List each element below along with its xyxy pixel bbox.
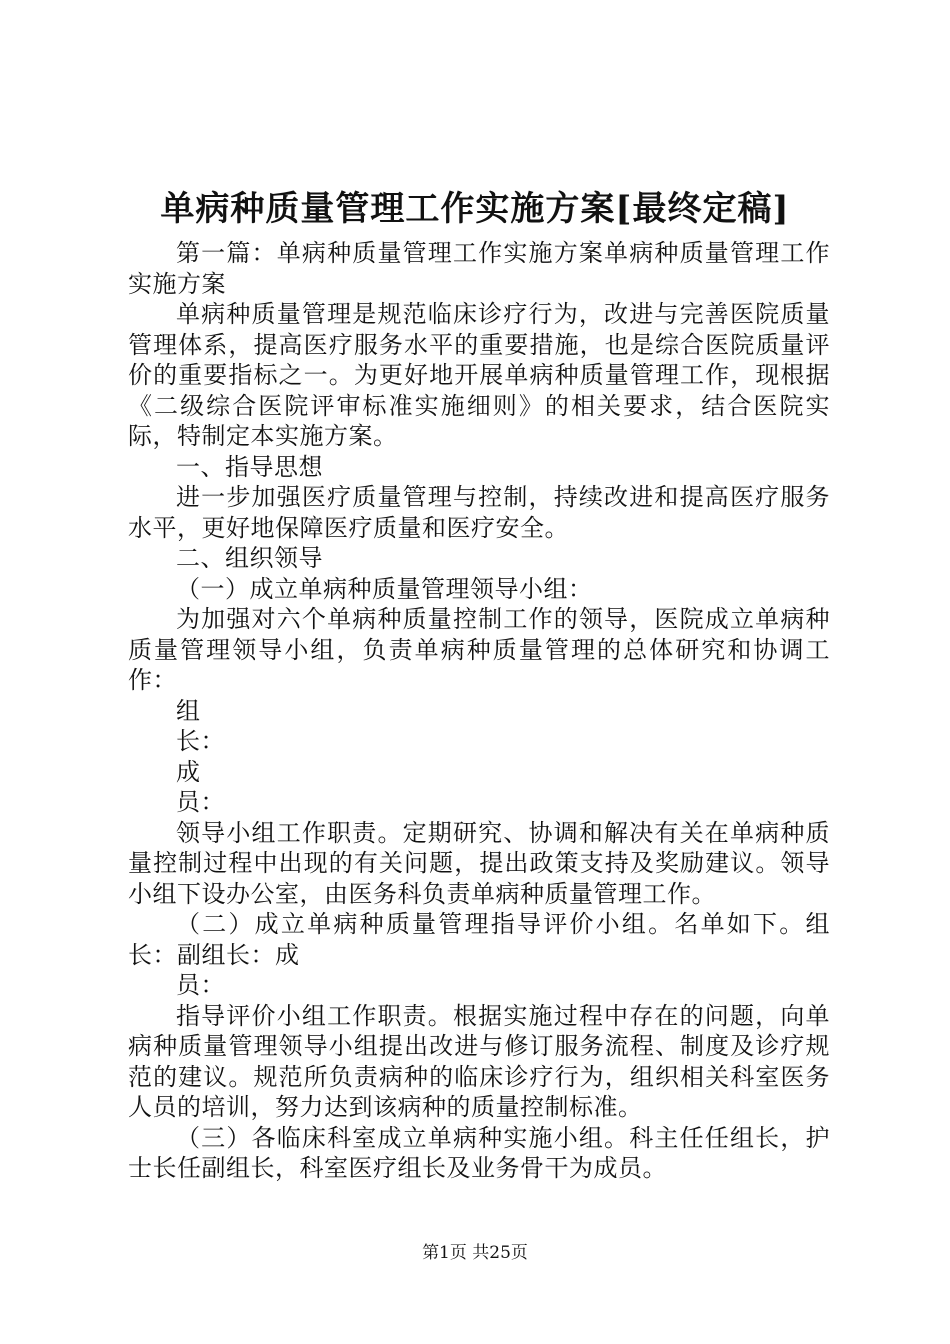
leading-group-paragraph: 为加强对六个单病种质量控制工作的领导，医院成立单病种质量管理领导小组，负责单病种质量管理的总体研究和协调工作： [128,605,830,694]
evaluation-group-duties-paragraph: 指导评价小组工作职责。根据实施过程中存在的问题，向单病种质量管理领导小组提出改进与修订服务流程、制度及诊疗规范的建议。规范所负责病种的临床诊疗行为，组织相关科室医务人员的培训，努力达到该病种的质量控制标准。 [128,1001,830,1121]
section-heading-organization: 二、组织领导 [176,544,323,572]
subsection-heading-leading-group: （一）成立单病种质量管理领导小组： [176,574,593,603]
evaluation-group-members-field: 员： [176,971,225,999]
guiding-idea-paragraph: 进一步加强医疗质量管理与控制，持续改进和提高医疗服务水平，更好地保障医疗质量和医疗安全。 [128,483,830,542]
subsection-heading-clinical-groups: （三）各临床科室成立单病种实施小组。科主任任组长，护士长任副组长，科室医疗组长及业务骨干为成员。 [128,1123,830,1182]
document-body [128,238,830,1184]
leading-group-duties-paragraph: 领导小组工作职责。定期研究、协调和解决有关在单病种质量控制过程中出现的有关问题，提出政策支持及奖励建议。领导小组下设办公室，由医务科负责单病种质量管理工作。 [128,818,830,908]
section-heading-guiding-idea: 一、指导思想 [176,452,323,481]
subsection-heading-evaluation-group: （二）成立单病种质量管理指导评价小组。名单如下。组长：副组长：成 [128,910,830,969]
page-number-footer: 第1页 共25页 [422,1243,528,1263]
group-leader-field: 组长： [176,696,225,755]
document-title: 单病种质量管理工作实施方案[最终定稿] [160,189,790,229]
group-members-field: 成员： [176,757,225,816]
intro-paragraph: 单病种质量管理是规范临床诊疗行为，改进与完善医院质量管理体系，提高医疗服务水平的重要措施，也是综合医院质量评价的重要指标之一。为更好地开展单病种质量管理工作，现根据《二级综合医院评审标准实施细则》的相关要求，结合医院实际，特制定本实施方案。 [128,300,830,450]
chapter-heading: 第一篇：单病种质量管理工作实施方案单病种质量管理工作实施方案 [128,239,830,298]
